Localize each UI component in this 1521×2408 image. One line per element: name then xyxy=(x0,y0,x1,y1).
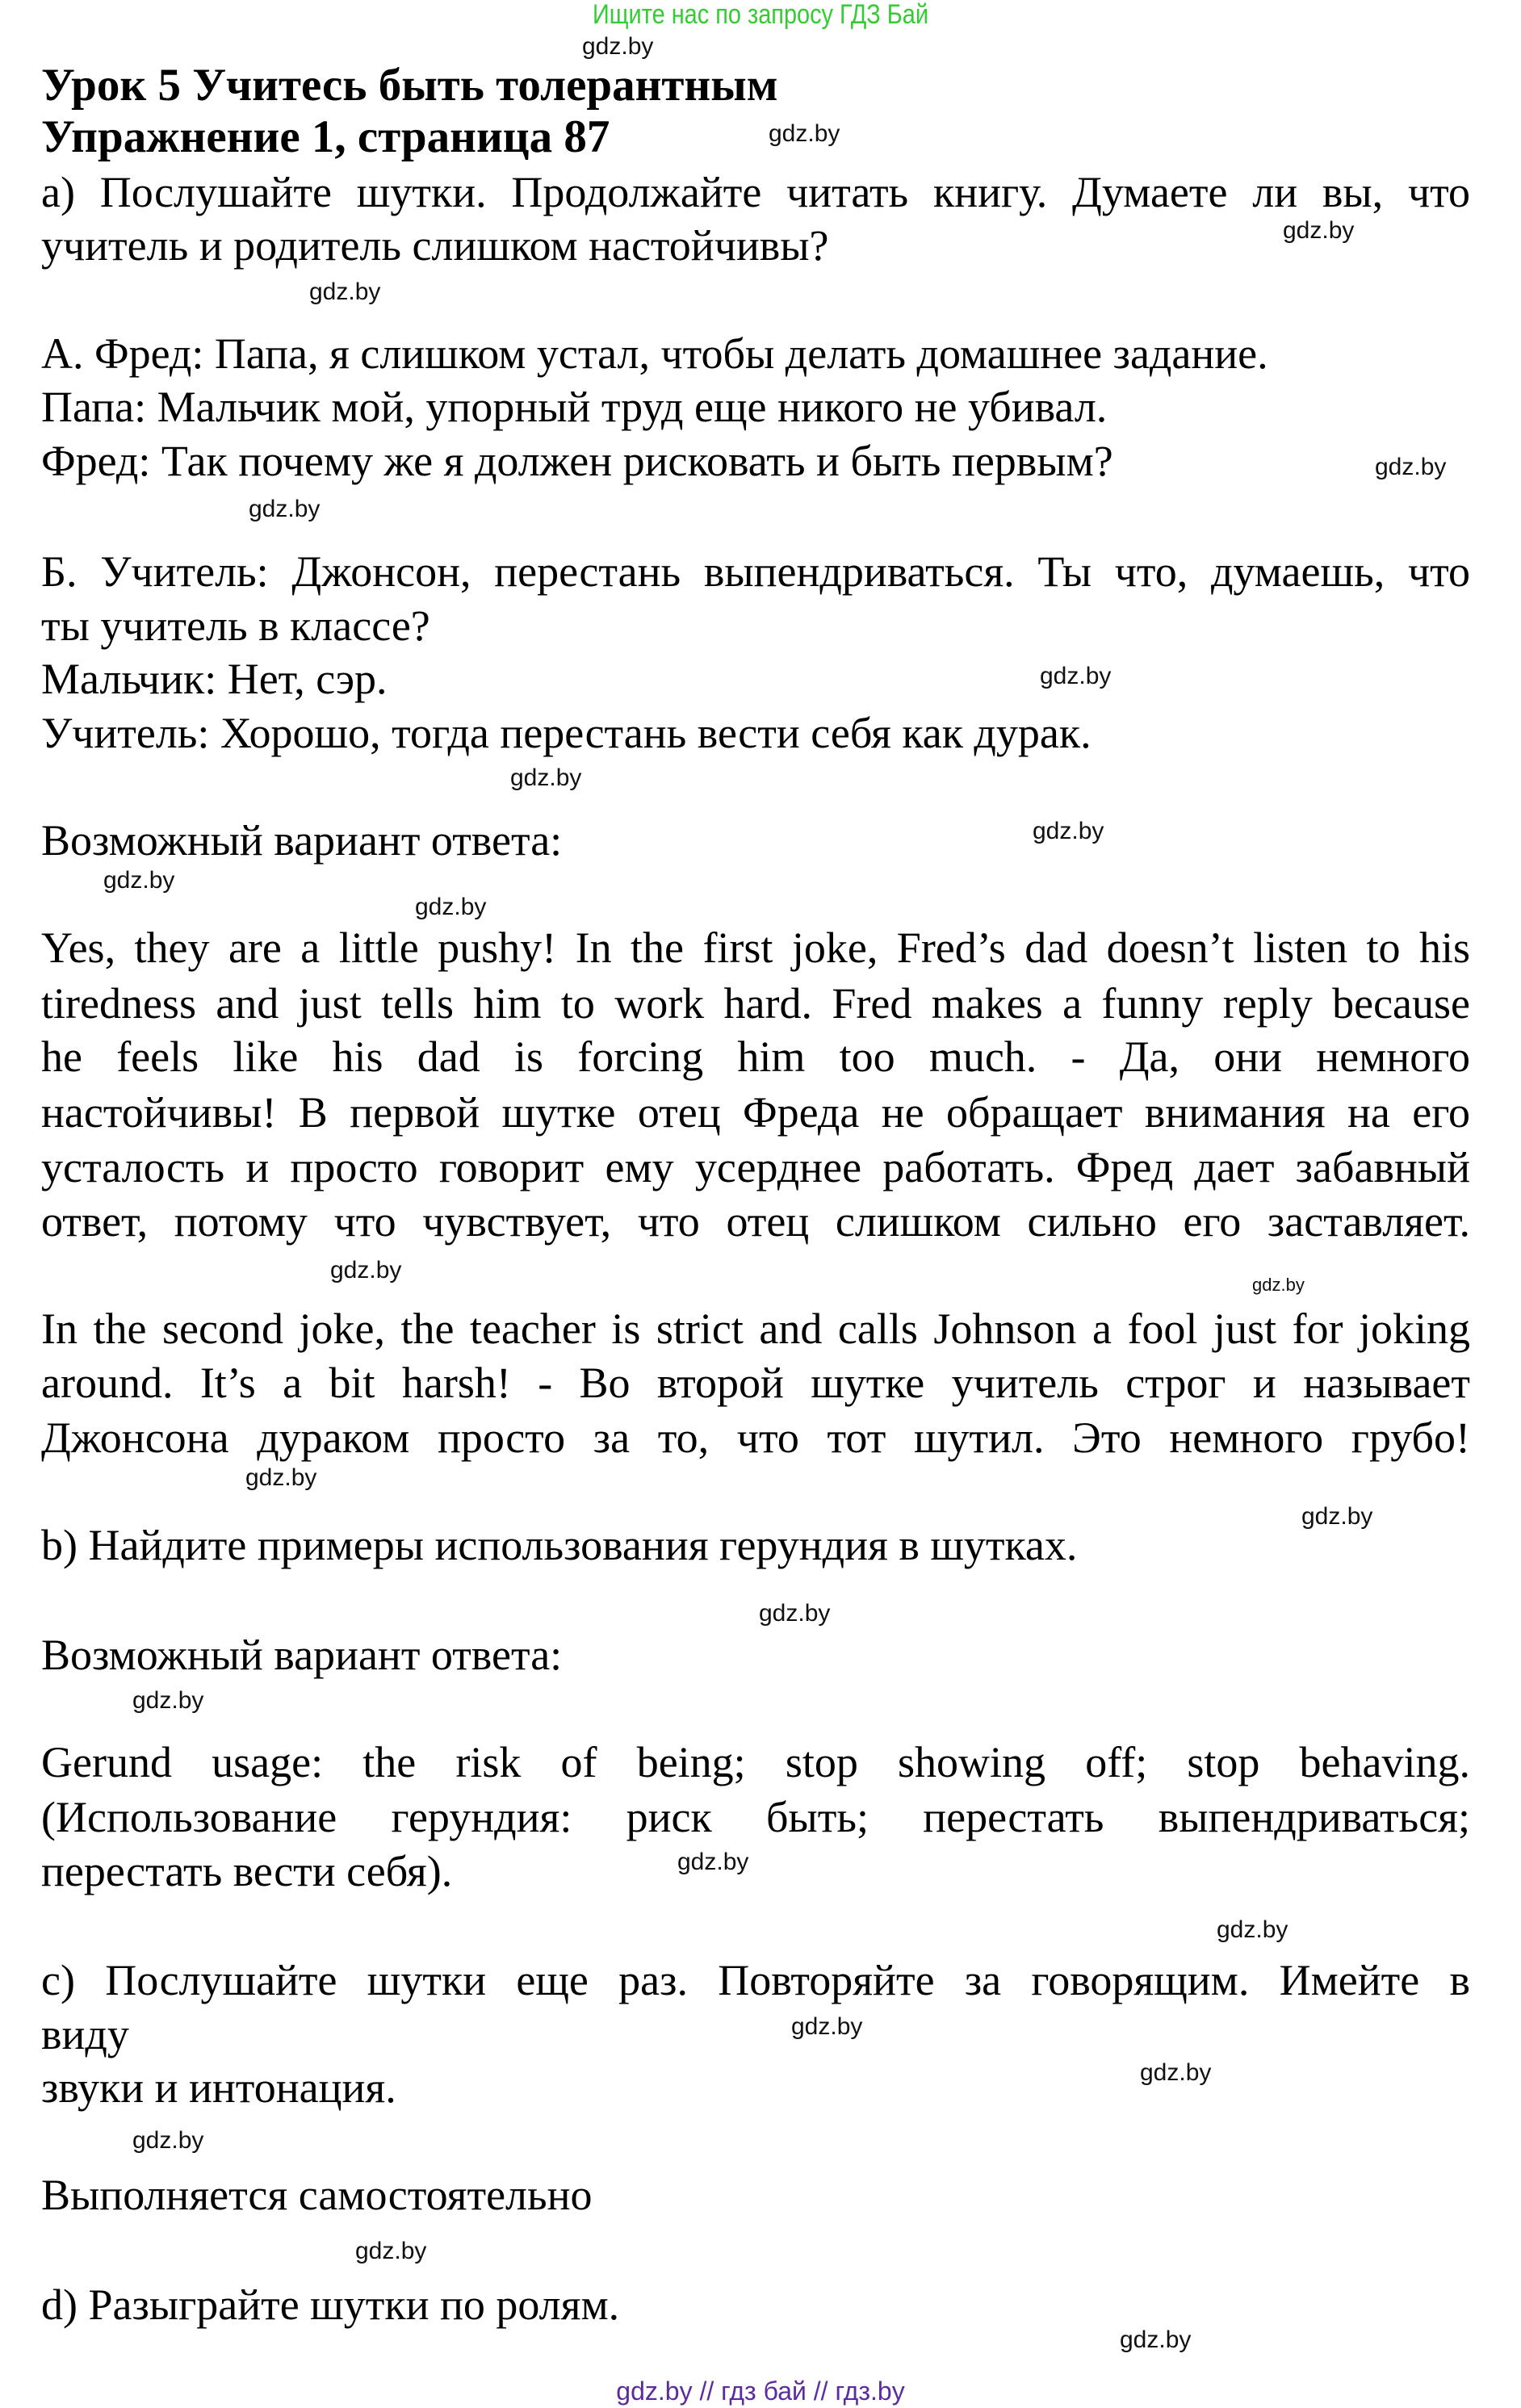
text-line: Возможный вариант ответа: xyxy=(41,816,563,865)
watermark: gdz.by xyxy=(330,1257,402,1284)
watermark: gdz.by xyxy=(1033,818,1104,844)
search-banner: Ищите нас по запросу ГДЗ Бай xyxy=(593,0,928,30)
watermark: gdz.by xyxy=(132,2127,204,2154)
watermark: gdz.by xyxy=(132,1687,204,1714)
lesson-title: Урок 5 Учитесь быть толерантным xyxy=(41,60,778,111)
text-line: ты учитель в классе? xyxy=(41,601,430,650)
text-line: Возможный вариант ответа: xyxy=(41,1631,563,1679)
text-line: Б. Учитель: Джонсон, перестань выпендриваться. Ты что, думаешь, что xyxy=(41,547,1470,596)
text-line: настойчивы! В первой шутке отец Фреда не обращает внимания на его xyxy=(41,1088,1470,1137)
watermark: gdz.by xyxy=(759,1600,831,1627)
text-line: усталость и просто говорит ему усерднее работать. Фред дает забавный xyxy=(41,1143,1470,1191)
text-line: tiredness and just tells him to work hard. Fred makes a funny reply because xyxy=(41,979,1470,1028)
text-line: c) Послушайте шутки еще раз. Повторяйте за говорящим. Имейте в xyxy=(41,1956,1470,2004)
watermark: gdz.by xyxy=(1040,663,1112,689)
text-line: b) Найдите примеры использования герундия в шутках. xyxy=(41,1521,1078,1569)
text-line: звуки и интонация. xyxy=(41,2063,396,2112)
watermark: gdz.by xyxy=(677,1849,749,1875)
watermark: gdz.by xyxy=(245,1464,317,1491)
text-line: he feels like his dad is forcing him too much. - Да, они немного xyxy=(41,1032,1470,1081)
text-line: Фред: Так почему же я должен рисковать и быть первым? xyxy=(41,437,1113,485)
text-line: перестать вести себя). xyxy=(41,1847,453,1895)
watermark: gdz.by xyxy=(355,2238,427,2264)
watermark: gdz.by xyxy=(103,867,175,894)
text-line: Учитель: Хорошо, тогда перестань вести себя как дурак. xyxy=(41,709,1092,757)
text-line: (Использование герундия: риск быть; перестать выпендриваться; xyxy=(41,1793,1470,1841)
watermark: gdz.by xyxy=(1252,1275,1305,1295)
text-line: ответ, потому что чувствует, что отец слишком сильно его заставляет. xyxy=(41,1197,1470,1246)
footer-links[interactable]: gdz.by // гдз бай // гдз.by xyxy=(616,2377,905,2406)
watermark: gdz.by xyxy=(1301,1503,1373,1530)
text-line: виду xyxy=(41,2010,129,2058)
watermark: gdz.by xyxy=(309,278,381,305)
watermark: gdz.by xyxy=(249,496,321,522)
watermark: gdz.by xyxy=(415,894,487,920)
text-line: учитель и родитель слишком настойчивы? xyxy=(41,221,829,270)
watermark: gdz.by xyxy=(1375,454,1447,480)
text-line: In the second joke, the teacher is strict and calls Johnson a fool just for joking xyxy=(41,1305,1470,1353)
watermark: gdz.by xyxy=(1120,2326,1192,2353)
watermark: gdz.by xyxy=(1217,1916,1288,1943)
text-line: Yes, they are a little pushy! In the first joke, Fred’s dad doesn’t listen to his xyxy=(41,923,1470,972)
text-line: Gerund usage: the risk of being; stop showing off; stop behaving. xyxy=(41,1738,1470,1786)
text-line: around. It’s a bit harsh! - Во второй шутке учитель строг и называет xyxy=(41,1359,1470,1407)
watermark: gdz.by xyxy=(1140,2059,1212,2086)
exercise-title: Упражнение 1, страница 87 xyxy=(41,111,610,162)
text-line: А. Фред: Папа, я слишком устал, чтобы делать домашнее задание. xyxy=(41,329,1268,378)
watermark: gdz.by xyxy=(791,2013,863,2040)
text-line: Джонсона дураком просто за то, что тот шутил. Это немного грубо! xyxy=(41,1413,1470,1462)
text-line: Выполняется самостоятельно xyxy=(41,2171,593,2219)
text-line: Мальчик: Нет, сэр. xyxy=(41,655,388,703)
watermark: gdz.by xyxy=(1283,217,1355,244)
text-line: а) Послушайте шутки. Продолжайте читать книгу. Думаете ли вы, что xyxy=(41,168,1470,216)
text-line: Папа: Мальчик мой, упорный труд еще никого не убивал. xyxy=(41,383,1108,431)
watermark: gdz.by xyxy=(510,764,582,791)
watermark: gdz.by xyxy=(582,33,654,60)
text-line: d) Разыграйте шутки по ролям. xyxy=(41,2280,620,2329)
watermark: gdz.by xyxy=(769,120,840,147)
